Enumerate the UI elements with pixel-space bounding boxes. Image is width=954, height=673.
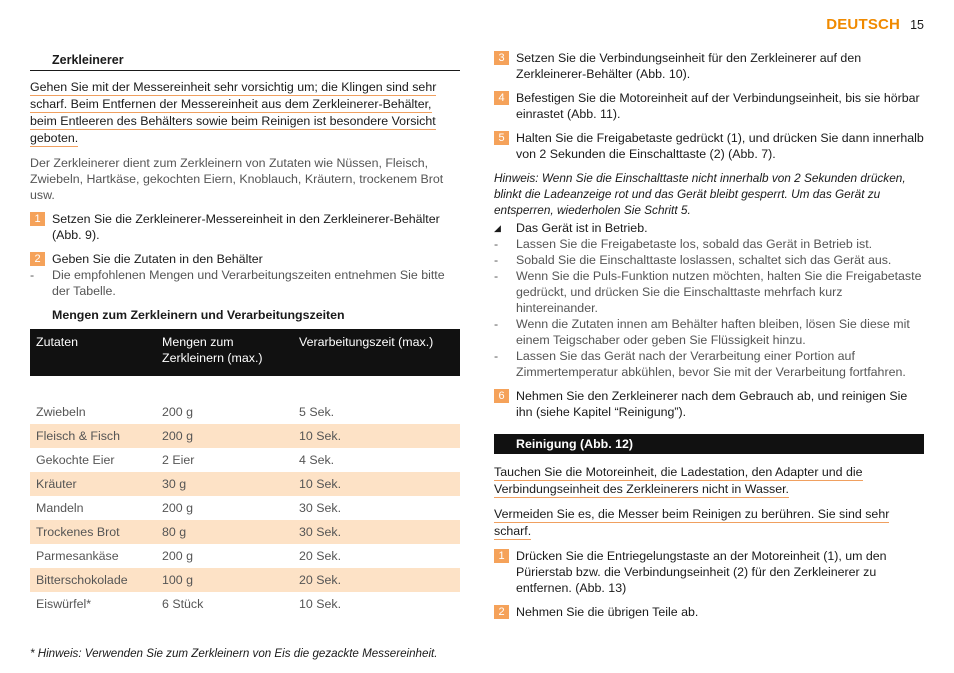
step-item <box>494 130 924 162</box>
table-row <box>30 544 460 568</box>
section-title-zerkleinerer: Zerkleinerer <box>30 50 460 71</box>
section-bar-reinigung: Reinigung (Abb. 12) <box>494 434 924 454</box>
table-cell: 4 Sek. <box>299 453 335 467</box>
triangle-bullet-icon: ◢ <box>494 223 501 233</box>
table-row <box>30 520 460 544</box>
step-number: 2 <box>494 605 509 619</box>
result-bullet <box>494 220 924 236</box>
step-number: 1 <box>494 549 509 563</box>
step-text: Drücken Sie die Entriegelungstaste an der Motoreinheit (1), um den Pürierstab bzw. die Verbindungseinheit (2) für den Zerkleinerer zu entfernen. (Abb. 13) <box>516 549 887 595</box>
dash-item <box>494 268 924 316</box>
language-label: DEUTSCH <box>826 16 901 33</box>
warning-blade <box>30 79 460 147</box>
table-cell: Zwiebeln <box>36 405 86 419</box>
dash-marker: - <box>494 349 499 363</box>
table-cell: 6 Stück <box>162 597 204 611</box>
table-cell: 30 Sek. <box>299 501 342 515</box>
step-item <box>494 604 924 620</box>
warning-line: beim Entleeren des Behälters sowie beim Reinigen ist besondere Vorsicht <box>30 114 436 128</box>
table-header-row <box>30 329 460 376</box>
dash-marker: - <box>494 253 499 267</box>
warning-line: Verbindungseinheit des Zerkleinerers nicht in Wasser. <box>494 482 790 496</box>
table-cell: 200 g <box>162 549 194 563</box>
step-number: 2 <box>30 252 45 266</box>
step-item <box>494 388 924 420</box>
step-item <box>30 211 460 243</box>
table-cell: 30 g <box>156 472 293 496</box>
dash-note-text: Die empfohlenen Mengen und Verarbeitungszeiten entnehmen Sie bitte der Tabelle. <box>52 268 445 298</box>
step-item <box>30 251 460 267</box>
step-text: Setzen Sie die Zerkleinerer-Messereinheit in den Zerkleinerer-Behälter (Abb. 9). <box>52 212 440 242</box>
table-cell: 10 Sek. <box>293 424 460 448</box>
page-number: 15 <box>910 18 924 32</box>
footnote: * Hinweis: Verwenden Sie zum Zerkleinern von Eis die gezackte Messereinheit. <box>30 647 438 660</box>
step-number: 5 <box>494 131 509 145</box>
dash-marker: - <box>30 268 35 282</box>
dash-item <box>494 316 924 348</box>
table-cell: Eiswürfel* <box>36 597 92 611</box>
dash-text: Lassen Sie die Freigabetaste los, sobald das Gerät in Betrieb ist. <box>516 237 873 251</box>
warning-water <box>494 464 924 498</box>
right-column <box>494 50 924 628</box>
step-item <box>494 50 924 82</box>
table-cell: Fleisch & Fisch <box>30 424 156 448</box>
quantities-table <box>30 329 460 616</box>
table-cell: Bitterschokolade <box>30 568 156 592</box>
step-text: Setzen Sie die Verbindungseinheit für den Zerkleinerer auf den Zerkleinerer-Behälter (Abb. 10). <box>516 51 862 81</box>
dash-text: Sobald Sie die Einschalttaste loslassen, schaltet sich das Gerät aus. <box>516 253 892 267</box>
dash-text: Wenn Sie die Puls-Funktion nutzen möchten, halten Sie die Freigabetaste gedrückt, und drücken Sie die Einschalttaste mehrfach kurz hintereinander. <box>516 269 922 315</box>
step-text: Nehmen Sie die übrigen Teile ab. <box>516 605 699 619</box>
step-text: Geben Sie die Zutaten in den Behälter <box>52 252 263 266</box>
step-number: 4 <box>494 91 509 105</box>
step-number: 1 <box>30 212 45 226</box>
table-cell: Trockenes Brot <box>30 520 156 544</box>
dash-item <box>494 348 924 380</box>
dash-item <box>494 236 924 252</box>
step-text: Halten Sie die Freigabetaste gedrückt (1), und drücken Sie dann innerhalb von 2 Sekunden die Einschalttaste (2) (Abb. 7). <box>516 131 924 161</box>
table-row <box>30 472 460 496</box>
dash-text: Lassen Sie das Gerät nach der Verarbeitung einer Portion auf Zimmertemperatur abkühlen, bevor Sie mit der Verarbeitung fortfahren. <box>516 349 906 379</box>
dash-marker: - <box>494 269 499 283</box>
step-text: Befestigen Sie die Motoreinheit auf der Verbindungseinheit, bis sie hörbar einrastet (Abb. 11). <box>516 91 920 121</box>
warning-line: scharf. Beim Entfernen der Messereinheit aus dem Zerkleinerer-Behälter, <box>30 97 432 111</box>
dash-text: Wenn die Zutaten innen am Behälter haften bleiben, lösen Sie diese mit einem Teigschaber oder geben Sie Flüssigkeit hinzu. <box>516 317 910 347</box>
table-row <box>30 424 460 448</box>
left-column <box>30 50 460 662</box>
col-header-mengen: Mengen zum Zerkleinern (max.) <box>156 329 293 376</box>
dash-marker: - <box>494 237 499 251</box>
step-text: Nehmen Sie den Zerkleinerer nach dem Gebrauch ab, und reinigen Sie ihn (siehe Kapitel “Reinigung”). <box>516 389 908 419</box>
page-header <box>826 17 924 33</box>
table-cell: 200 g <box>162 501 194 515</box>
warning-line: Gehen Sie mit der Messereinheit sehr vorsichtig um; die Klingen sind sehr <box>30 80 437 94</box>
hinweis-note: Hinweis: Wenn Sie die Einschalttaste nicht innerhalb von 2 Sekunden drücken, blinkt die Ladeanzeige rot und das Gerät bleibt gesperrt. Um das Gerät zu entsperren, wiederholen Sie Schritt 5. <box>494 171 906 217</box>
table-cell: 20 Sek. <box>293 568 460 592</box>
table-cell: Parmesankäse <box>36 549 119 563</box>
col-header-zutaten: Zutaten <box>30 329 156 376</box>
result-text: Das Gerät ist in Betrieb. <box>516 221 648 235</box>
warning-line: Tauchen Sie die Motoreinheit, die Ladestation, den Adapter und die <box>494 465 863 479</box>
table-cell: 80 g <box>156 520 293 544</box>
warning-line: scharf. <box>494 524 532 538</box>
table-row <box>30 496 460 520</box>
table-row <box>30 448 460 472</box>
dash-note <box>30 267 460 299</box>
warning-line: geboten. <box>30 131 79 145</box>
intro-text: Der Zerkleinerer dient zum Zerkleinern von Zutaten wie Nüssen, Fleisch, Zwiebeln, Hartkäse, gekochten Eiern, Knoblauch, Kräutern, trockenem Brot usw. <box>30 156 444 202</box>
table-cell: Kräuter <box>30 472 156 496</box>
table-title: Mengen zum Zerkleinern und Verarbeitungszeiten <box>52 308 345 322</box>
dash-item <box>494 252 924 268</box>
table-cell: 30 Sek. <box>293 520 460 544</box>
warning-line: Vermeiden Sie es, die Messer beim Reinigen zu berühren. Sie sind sehr <box>494 507 890 521</box>
table-cell: 200 g <box>162 405 194 419</box>
table-cell: 2 Eier <box>162 453 195 467</box>
table-cell: 200 g <box>156 424 293 448</box>
col-header-zeit: Verarbeitungszeit (max.) <box>293 329 460 376</box>
dash-marker: - <box>494 317 499 331</box>
step-number: 6 <box>494 389 509 403</box>
table-cell: 20 Sek. <box>299 549 342 563</box>
table-cell: 10 Sek. <box>299 597 342 611</box>
table-row <box>30 400 460 424</box>
step-item <box>494 548 924 596</box>
table-spacer <box>30 376 460 400</box>
table-cell: 100 g <box>156 568 293 592</box>
step-number: 3 <box>494 51 509 65</box>
table-cell: 10 Sek. <box>293 472 460 496</box>
table-row <box>30 568 460 592</box>
table-cell: Mandeln <box>36 501 84 515</box>
table-cell: Gekochte Eier <box>36 453 115 467</box>
table-row <box>30 592 460 616</box>
step-item <box>494 90 924 122</box>
warning-blades <box>494 506 924 540</box>
table-cell: 5 Sek. <box>299 405 335 419</box>
